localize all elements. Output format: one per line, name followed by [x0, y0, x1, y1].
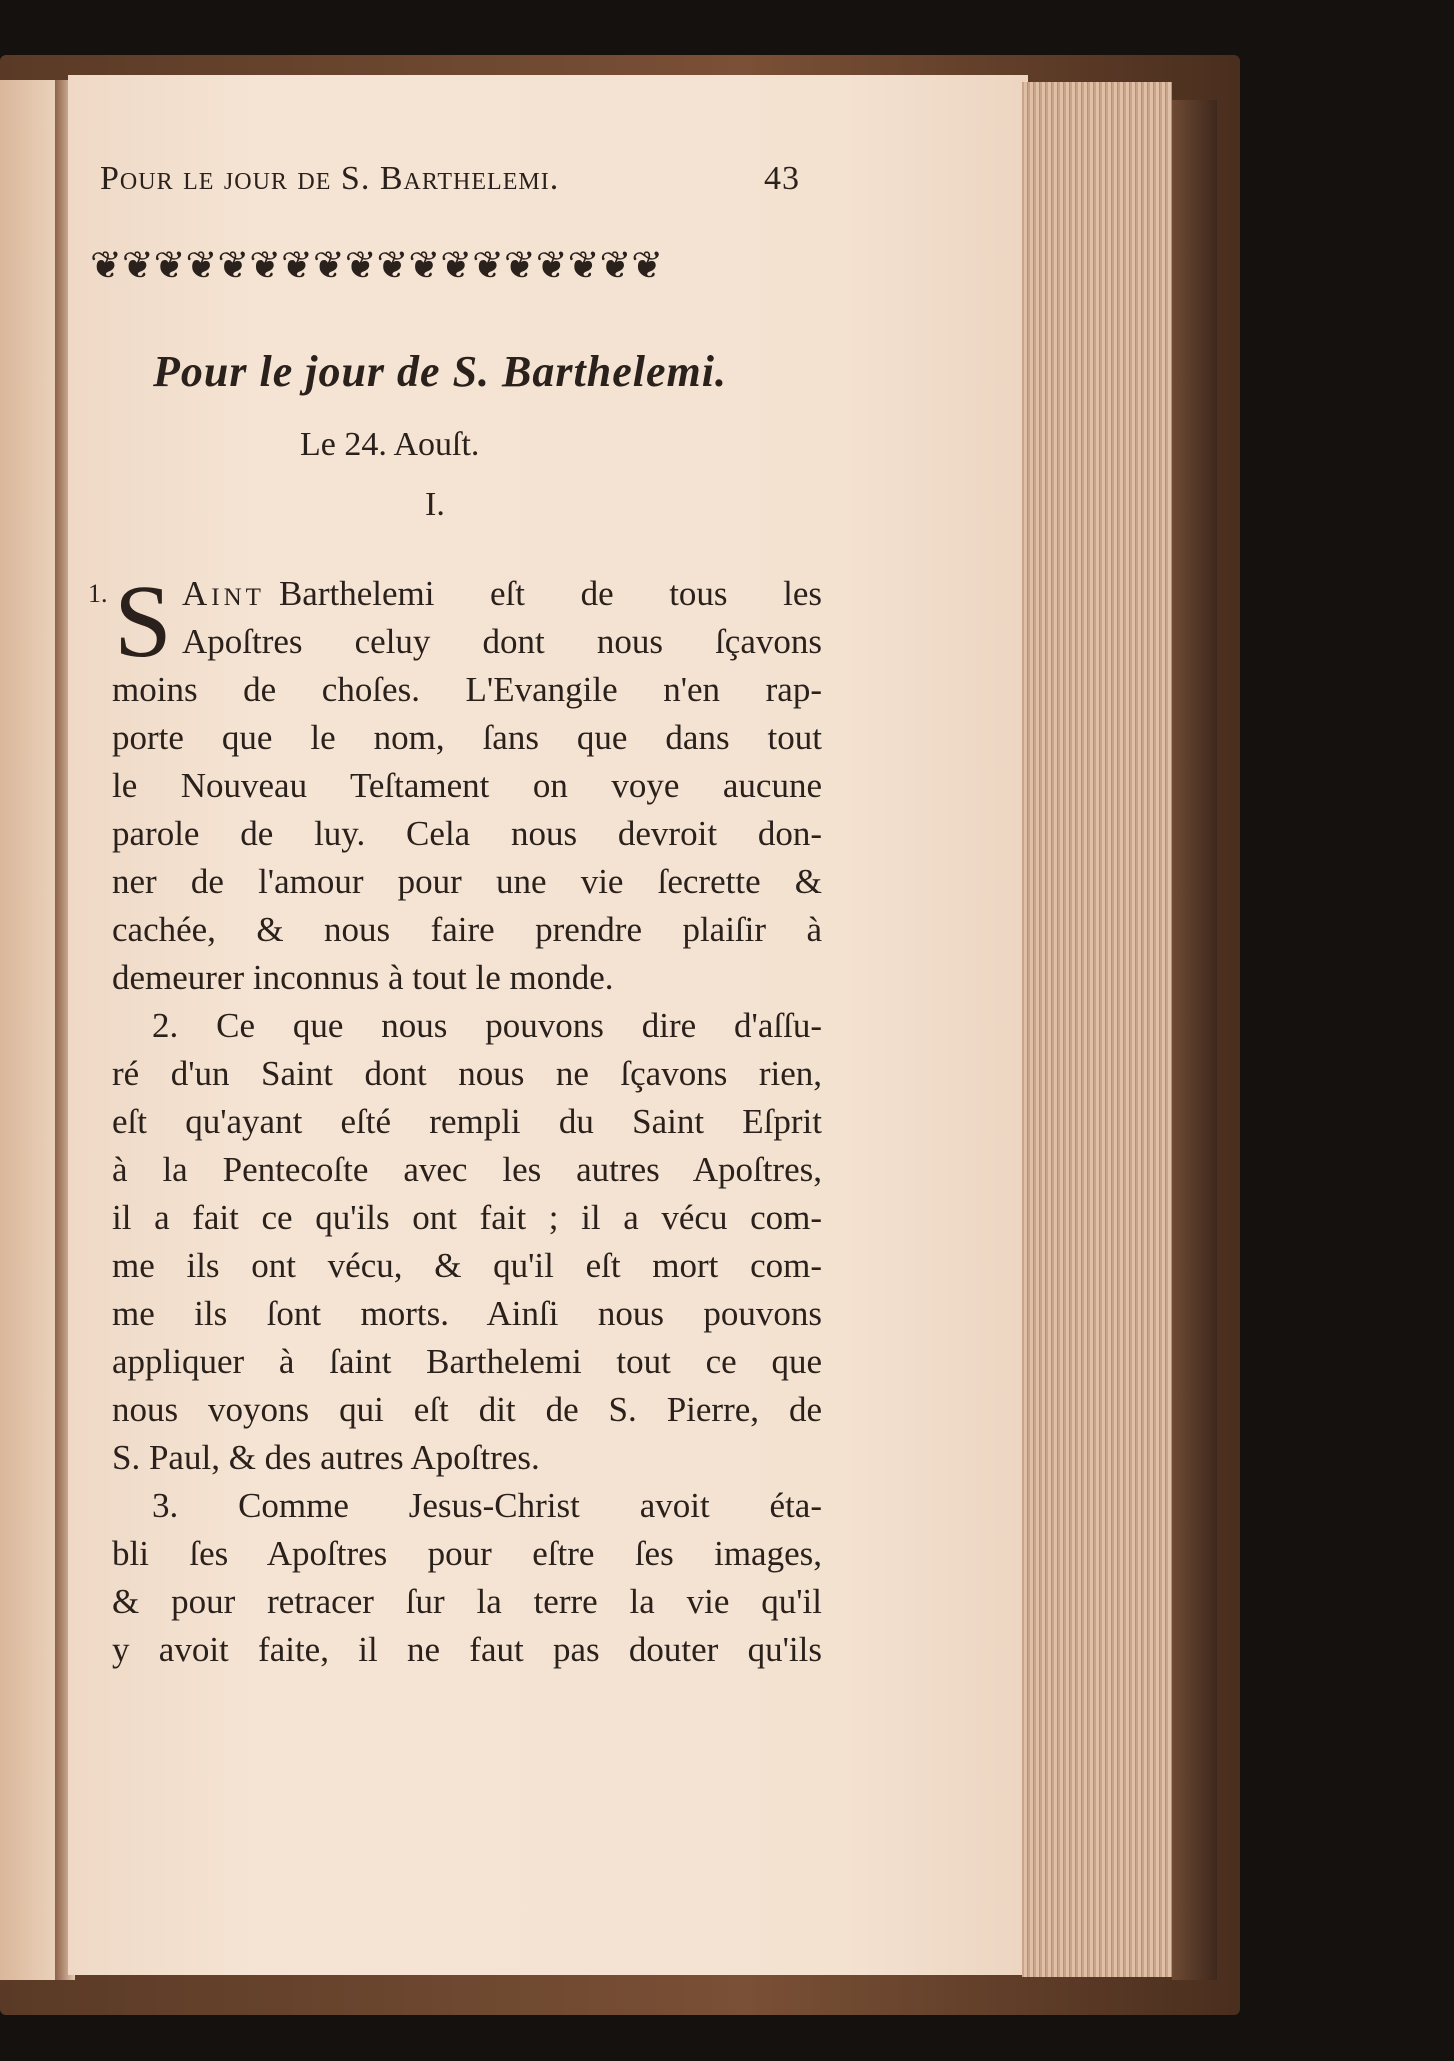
cover-edge — [1172, 100, 1217, 1980]
text-line: ré d'un Saint dont nous ne ſçavons rien, — [112, 1054, 822, 1093]
text-line: y avoit faite, il ne faut pas douter qu'ils — [112, 1630, 822, 1669]
text-line: porte que le nom, ſans que dans tout — [112, 718, 822, 757]
text-line: bli ſes Apoſtres pour eſtre ſes images, — [112, 1534, 822, 1573]
text-line: il a fait ce qu'ils ont fait ; il a vécu com- — [112, 1198, 822, 1237]
text-line: ner de l'amour pour une vie ſecrette & — [112, 862, 822, 901]
section-number: I. — [425, 486, 445, 523]
body-text — [88, 564, 822, 1674]
text-line: moins de choſes. L'Evangile n'en rap- — [112, 670, 822, 709]
text-line: 2. Ce que nous pouvons dire d'aſſu- — [152, 1006, 822, 1045]
text-line: nous voyons qui eſt dit de S. Pierre, de — [112, 1390, 822, 1429]
text-line — [88, 570, 822, 618]
text-line: me ils ſont morts. Ainſi nous pouvons — [112, 1294, 822, 1333]
running-header — [100, 160, 800, 198]
left-page-edge — [0, 80, 60, 1980]
chapter-title: Pour le jour de S. Barthelemi. — [153, 347, 727, 396]
page-edges — [1022, 82, 1172, 1977]
text-line: & pour retracer ſur la terre la vie qu'il — [112, 1582, 822, 1621]
small-caps-word: Aint — [182, 574, 265, 613]
text-line: parole de luy. Cela nous devroit don- — [112, 814, 822, 853]
text-line: demeurer inconnus à tout le monde. — [112, 958, 614, 997]
text-line: eſt qu'ayant eſté rempli du Saint Eſprit — [112, 1102, 822, 1141]
text-line: S. Paul, & des autres Apoſtres. — [112, 1438, 540, 1477]
text-line: le Nouveau Teſtament on voye aucune — [112, 766, 822, 805]
page-number: 43 — [764, 160, 800, 197]
text-line: 3. Comme Jesus-Christ avoit éta- — [152, 1486, 822, 1525]
feast-date: Le 24. Aouſt. — [300, 426, 480, 463]
text-line: cachée, & nous faire prendre plaiſir à — [112, 910, 822, 949]
text-line: appliquer à ſaint Barthelemi tout ce que — [112, 1342, 822, 1381]
paragraph-number: 1. — [88, 579, 108, 608]
drop-cap: S — [114, 564, 172, 679]
text-line: Apoſtres celuy dont nous ſçavons — [182, 622, 822, 661]
text-line: à la Pentecoſte avec les autres Apoſtres, — [112, 1150, 822, 1189]
line-text: Barthelemi eſt de tous les — [278, 574, 822, 613]
running-title: Pour le jour de S. Barthelemi. — [100, 160, 560, 197]
ornament-band: ❦❦❦❦❦❦❦❦❦❦❦❦❦❦❦❦❦❦ — [90, 244, 664, 287]
text-line: me ils ont vécu, & qu'il eſt mort com- — [112, 1246, 822, 1285]
